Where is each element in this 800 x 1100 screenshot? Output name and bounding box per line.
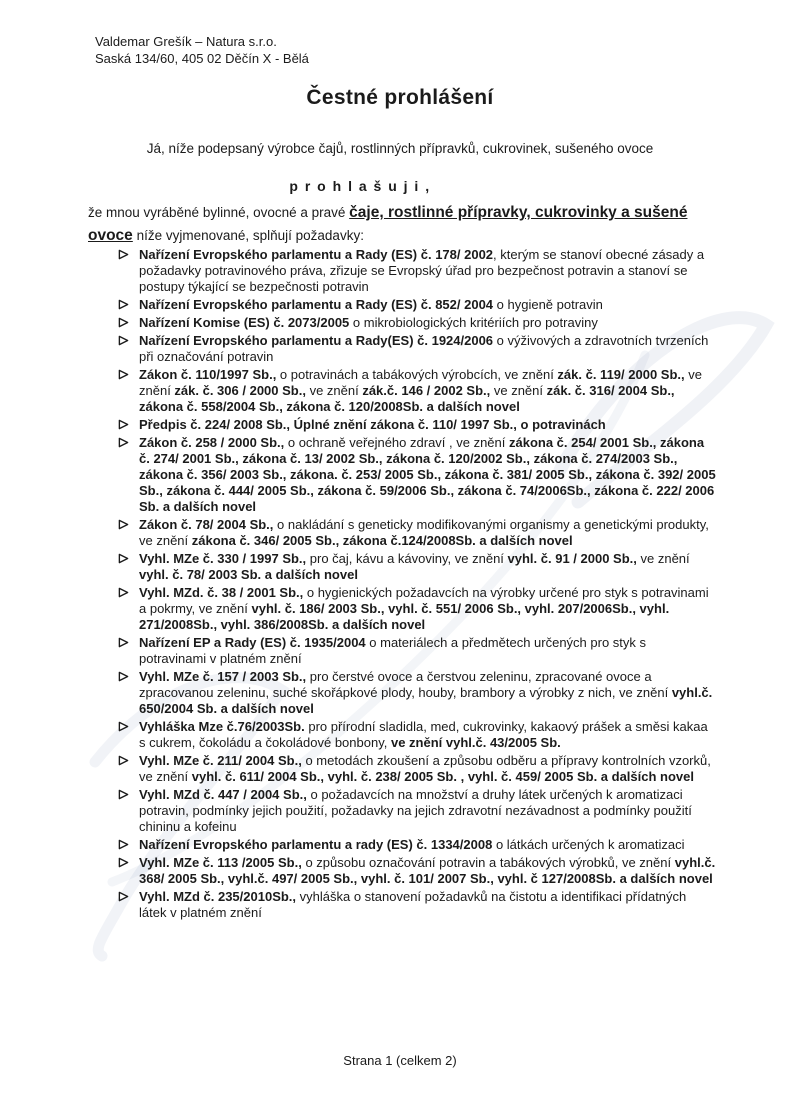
text-segment: zák. č. 316/ 2004 Sb., zákona č. 558/2004 Sb., zákona č. 120/2008Sb. a dalších novel bbox=[139, 383, 675, 414]
list-item bbox=[118, 837, 716, 853]
text-segment: o ochraně veřejného zdraví , ve znění bbox=[284, 435, 509, 450]
text-segment: pro přírodní sladidla, med, cukrovinky, kakaový prášek a směsi kakaa s cukrem, čokoládu a čokoládové bonbony, bbox=[139, 719, 708, 750]
arrow-bullet-icon bbox=[118, 719, 132, 734]
list-item-text bbox=[139, 333, 716, 365]
text-segment: vyhl.č. 650/2004 Sb. a dalších novel bbox=[139, 685, 713, 716]
text-segment: Nařízení Evropského parlamentu a Rady (ES) č. 178/ 2002 bbox=[139, 247, 494, 262]
list-item-text bbox=[139, 889, 716, 921]
text-segment: ve znění bbox=[490, 383, 547, 398]
list-item bbox=[118, 635, 716, 667]
text-segment: o potravinách a tabákových výrobcích, ve znění bbox=[276, 367, 558, 382]
text-segment: o materiálech a předmětech určených pro styk s potravinami v platném znění bbox=[139, 635, 647, 666]
text-segment: vyhl. č. 91 / 2000 Sb., bbox=[507, 551, 637, 566]
text-segment: Vyhl. MZe č. 113 /2005 Sb., bbox=[139, 855, 302, 870]
list-item-text bbox=[139, 855, 716, 887]
arrow-bullet-icon bbox=[118, 297, 132, 312]
text-segment: Vyhl. MZe č. 157 / 2003 Sb., bbox=[139, 669, 307, 684]
list-item-text bbox=[139, 247, 716, 295]
text-segment: o způsobu označování potravin a tabákových výrobků, ve znění bbox=[301, 855, 675, 870]
text-segment: zákona č. 254/ 2001 Sb., zákona č. 274/ 2001 Sb., zákona č. 13/ 2002 Sb., zákona č. 120/2002 Sb., zákona č. 274/2003 Sb., zákona č. 356/ 2003 Sb., zákona. č. 253/ 2005 Sb., zákona č. 381/ 2005 Sb., zákona č. 392/ 2005 Sb., zákona č. 444/ 2005 Sb., zákona č. 59/2006 Sb., zákona č. 74/2006Sb., zákona č. 222/ 2006 Sb. a dalších novel bbox=[139, 435, 716, 514]
text-segment: , kterým se stanoví obecné zásady a požadavky potravinového práva, zřizuje se Evropský úřad pro bezpečnost potravin a stanoví se postupy týkající se bezpečnosti potravin bbox=[139, 247, 705, 294]
list-item-text bbox=[139, 435, 716, 515]
text-segment: Nařízení Komise (ES) č. 2073/2005 bbox=[139, 315, 350, 330]
list-item-text bbox=[139, 669, 716, 717]
declaration-word: p r o h l a š u j i , bbox=[289, 178, 431, 194]
document-title: Čestné prohlášení bbox=[306, 86, 494, 109]
list-item-text bbox=[139, 837, 716, 853]
list-item-text bbox=[139, 787, 716, 835]
list-item bbox=[118, 315, 716, 331]
company-address: Saská 134/60, 405 02 Děčín X - Bělá bbox=[95, 51, 309, 66]
text-segment: níže vyjmenované, splňují požadavky: bbox=[132, 228, 364, 243]
text-segment: vyhláška o stanovení požadavků na čistotu a identifikaci přídatných látek v platném znění bbox=[139, 889, 687, 920]
list-item bbox=[118, 333, 716, 365]
arrow-bullet-icon bbox=[118, 247, 132, 262]
list-item bbox=[118, 889, 716, 921]
text-segment: Vyhl. MZd č. 235/2010Sb., bbox=[139, 889, 297, 904]
text-segment: zákona č. 346/ 2005 Sb., zákona č.124/2008Sb. a dalších novel bbox=[191, 533, 573, 548]
text-segment: vyhl. č. 186/ 2003 Sb., vyhl. č. 551/ 2006 Sb., vyhl. 207/2006Sb., vyhl. 271/2008Sb., vyhl. 386/2008Sb. a dalších novel bbox=[139, 601, 670, 632]
text-segment: ve znění bbox=[139, 367, 702, 398]
company-name: Valdemar Grešík – Natura s.r.o. bbox=[95, 34, 277, 49]
list-item bbox=[118, 719, 716, 751]
arrow-bullet-icon bbox=[118, 517, 132, 532]
requirements-list bbox=[118, 247, 716, 923]
text-segment: Vyhl. MZd č. 447 / 2004 Sb., bbox=[139, 787, 307, 802]
arrow-bullet-icon bbox=[118, 635, 132, 650]
list-item bbox=[118, 297, 716, 313]
list-item bbox=[118, 417, 716, 433]
text-segment: zák. č. 306 / 2000 Sb., bbox=[174, 383, 306, 398]
text-segment: pro čerstvé ovoce a čerstvou zeleninu, zpracované ovoce a zpracovanou zeleninu, suché skořápkové plody, houby, brambory a výrobky z nich, ve znění bbox=[139, 669, 672, 700]
list-item bbox=[118, 669, 716, 717]
arrow-bullet-icon bbox=[118, 315, 132, 330]
arrow-bullet-icon bbox=[118, 889, 132, 904]
arrow-bullet-icon bbox=[118, 435, 132, 450]
arrow-bullet-icon bbox=[118, 333, 132, 348]
arrow-bullet-icon bbox=[118, 367, 132, 382]
text-segment: o látkách určených k aromatizaci bbox=[492, 837, 685, 852]
list-item bbox=[118, 551, 716, 583]
list-item-text bbox=[139, 635, 716, 667]
text-segment: vyhl. č. 78/ 2003 Sb. a dalších novel bbox=[139, 567, 358, 582]
text-segment: Vyhl. MZe č. 330 / 1997 Sb., bbox=[139, 551, 307, 566]
list-item-text bbox=[139, 517, 716, 549]
arrow-bullet-icon bbox=[118, 837, 132, 852]
list-item-text bbox=[139, 753, 716, 785]
page-number: Strana 1 (celkem 2) bbox=[343, 1053, 457, 1068]
text-segment: vyhl.č. 368/ 2005 Sb., vyhl.č. 497/ 2005 Sb., vyhl. č. 101/ 2007 Sb., vyhl. č 127/2008Sb. a dalších novel bbox=[139, 855, 716, 886]
list-item-text bbox=[139, 367, 716, 415]
list-item-text bbox=[139, 417, 716, 433]
text-segment: Zákon č. 78/ 2004 Sb., bbox=[139, 517, 274, 532]
list-item bbox=[118, 787, 716, 835]
text-segment: ve znění vyhl.č. 43/2005 Sb. bbox=[390, 735, 561, 750]
text-segment: o požadavcích na množství a druhy látek určených k aromatizaci potravin, podmínky jejich použití, požadavky na jejich zdravotní nezávadnost a podmínky použití chininu a kofeinu bbox=[139, 787, 692, 834]
text-segment: pro čaj, kávu a kávoviny, ve znění bbox=[306, 551, 508, 566]
text-segment: že mnou vyráběné bylinné, ovocné a pravé bbox=[88, 205, 350, 220]
arrow-bullet-icon bbox=[118, 417, 132, 432]
text-segment: Nařízení Evropského parlamentu a rady (ES) č. 1334/2008 bbox=[139, 837, 493, 852]
text-segment: Nařízení EP a Rady (ES) č. 1935/2004 bbox=[139, 635, 366, 650]
arrow-bullet-icon bbox=[118, 753, 132, 768]
text-segment: o mikrobiologických kritériích pro potraviny bbox=[349, 315, 598, 330]
lead-paragraph bbox=[88, 201, 732, 247]
text-segment: ve znění bbox=[305, 383, 363, 398]
list-item-text bbox=[139, 585, 716, 633]
list-item bbox=[118, 435, 716, 515]
text-segment: Zákon č. 110/1997 Sb., bbox=[139, 367, 277, 382]
text-segment: Předpis č. 224/ 2008 Sb., Úplné znění zákona č. 110/ 1997 Sb., o potravinách bbox=[139, 417, 606, 432]
text-segment: zák.č. 146 / 2002 Sb., bbox=[362, 383, 491, 398]
list-item bbox=[118, 367, 716, 415]
arrow-bullet-icon bbox=[118, 855, 132, 870]
text-segment: Vyhl. MZe č. 211/ 2004 Sb., bbox=[139, 753, 302, 768]
list-item-text bbox=[139, 315, 716, 331]
text-segment: čaje, rostlinné přípravky, cukrovinky a sušené ovoce bbox=[88, 204, 688, 244]
text-segment: o výživových a zdravotních tvrzeních při označování potravin bbox=[139, 333, 709, 364]
arrow-bullet-icon bbox=[118, 585, 132, 600]
list-item bbox=[118, 753, 716, 785]
text-segment: zák. č. 119/ 2000 Sb., bbox=[557, 367, 685, 382]
arrow-bullet-icon bbox=[118, 551, 132, 566]
list-item bbox=[118, 855, 716, 887]
list-item-text bbox=[139, 719, 716, 751]
list-item-text bbox=[139, 551, 716, 583]
text-segment: Nařízení Evropského parlamentu a Rady(ES) č. 1924/2006 bbox=[139, 333, 494, 348]
text-segment: Vyhl. MZd. č. 38 / 2001 Sb., bbox=[139, 585, 304, 600]
arrow-bullet-icon bbox=[118, 787, 132, 802]
text-segment: o hygienických požadavcích na výrobky určené pro styk s potravinami a pokrmy, ve znění bbox=[139, 585, 709, 616]
text-segment: Vyhláška Mze č.76/2003Sb. bbox=[139, 719, 305, 734]
list-item-text bbox=[139, 297, 716, 313]
list-item bbox=[118, 517, 716, 549]
text-segment: ve znění bbox=[636, 551, 690, 566]
text-segment: Zákon č. 258 / 2000 Sb., bbox=[139, 435, 285, 450]
text-segment: Nařízení Evropského parlamentu a Rady (ES) č. 852/ 2004 bbox=[139, 297, 494, 312]
list-item bbox=[118, 585, 716, 633]
list-item bbox=[118, 247, 716, 295]
arrow-bullet-icon bbox=[118, 669, 132, 684]
text-segment: o hygieně potravin bbox=[493, 297, 603, 312]
intro-line: Já, níže podepsaný výrobce čajů, rostlinných přípravků, cukrovinek, sušeného ovoce bbox=[146, 141, 654, 156]
text-segment: vyhl. č. 611/ 2004 Sb., vyhl. č. 238/ 2005 Sb. , vyhl. č. 459/ 2005 Sb. a dalších novel bbox=[191, 769, 694, 784]
text-segment: o nakládání s geneticky modifikovanými organismy a genetickými produkty, ve znění bbox=[139, 517, 709, 548]
letterhead bbox=[95, 33, 309, 67]
text-segment: o metodách zkoušení a způsobu odběru a přípravy kontrolních vzorků, ve znění bbox=[139, 753, 711, 784]
